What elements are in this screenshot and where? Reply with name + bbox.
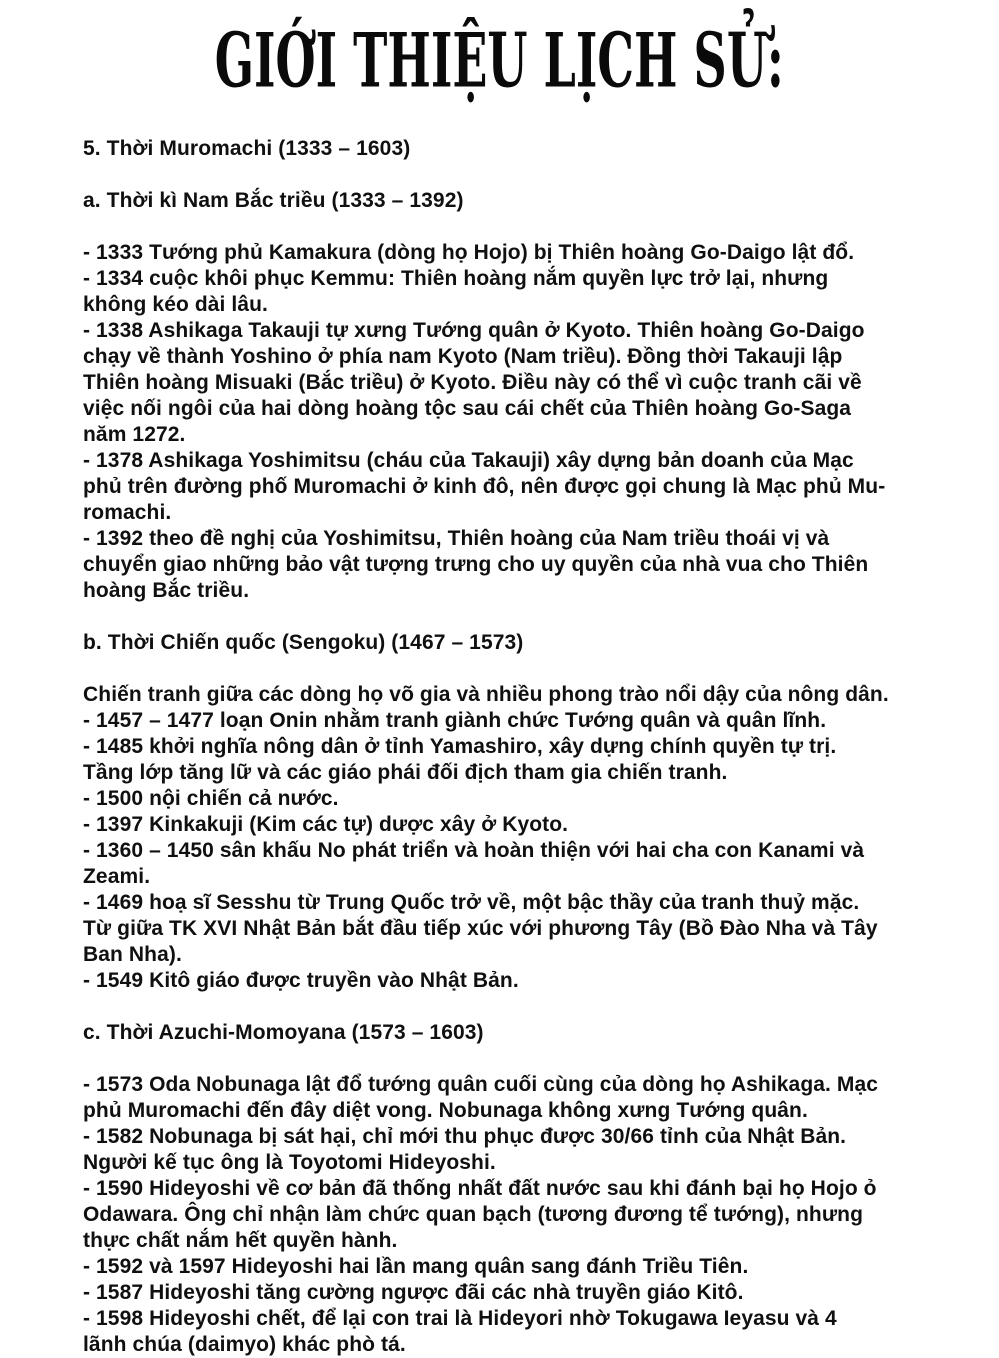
text-line: - 1378 Ashikaga Yoshimitsu (cháu của Takauji) xây dựng bản doanh của Mạc xyxy=(83,449,854,472)
text-line: romachi. xyxy=(83,501,172,524)
text-line: - 1457 – 1477 loạn Onin nhằm tranh giành chức Tướng quân và quân lĩnh. xyxy=(83,709,827,732)
text-line: - 1485 khởi nghĩa nông dân ở tỉnh Yamashiro, xây dựng chính quyền tự trị. xyxy=(83,735,837,758)
text-line: thực chất nắm hết quyền hành. xyxy=(83,1229,398,1252)
text-line: chuyển giao những bảo vật tượng trưng cho uy quyền của nhà vua cho Thiên xyxy=(83,553,869,576)
document-header xyxy=(0,0,999,128)
text-line: Zeami. xyxy=(83,865,151,888)
text-line: - 1333 Tướng phủ Kamakura (dòng họ Hojo) bị Thiên hoàng Go-Daigo lật đổ. xyxy=(83,241,855,264)
text-line: - 1469 hoạ sĩ Sesshu từ Trung Quốc trở về, một bậc thầy của tranh thuỷ mặc. xyxy=(83,891,860,914)
text-line: - 1360 – 1450 sân khấu No phát triển và hoàn thiện với hai cha con Kanami và xyxy=(83,839,865,862)
text-line: - 1500 nội chiến cả nước. xyxy=(83,787,339,810)
section-heading: c. Thời Azuchi-Momoyana (1573 – 1603) xyxy=(83,1021,484,1044)
text-line: - 1598 Hideyoshi chết, để lại con trai là Hideyori nhờ Tokugawa Ieyasu và 4 xyxy=(83,1307,837,1330)
text-line: việc nối ngôi của hai dòng hoàng tộc sau cái chết của Thiên hoàng Go-Saga xyxy=(83,397,852,420)
text-line: phủ trên đường phố Muromachi ở kinh đô, nên được gọi chung là Mạc phủ Mu- xyxy=(83,475,886,498)
text-line: - 1590 Hideyoshi về cơ bản đã thống nhất đất nước sau khi đánh bại họ Hojo ỏ xyxy=(83,1177,877,1200)
section-heading: a. Thời kì Nam Bắc triều (1333 – 1392) xyxy=(83,189,464,212)
text-line: - 1587 Hideyoshi tăng cường ngược đãi các nhà truyền giáo Kitô. xyxy=(83,1281,744,1304)
text-line: - 1397 Kinkakuji (Kim các tự) dược xây ở Kyoto. xyxy=(83,813,569,836)
text-line: lãnh chúa (daimyo) khác phò tá. xyxy=(83,1333,406,1356)
text-line: - 1582 Nobunaga bị sát hại, chỉ mới thu phục được 30/66 tỉnh của Nhật Bản. xyxy=(83,1125,847,1148)
text-line: Thiên hoàng Misuaki (Bắc triều) ở Kyoto. Điều này có thể vì cuộc tranh cãi về xyxy=(83,371,862,394)
text-line: không kéo dài lâu. xyxy=(83,293,268,316)
document-title: GIỚI THIỆU LỊCH SỬ: xyxy=(214,16,785,105)
text-line: Chiến tranh giữa các dòng họ võ gia và nhiều phong trào nổi dậy của nông dân. xyxy=(83,683,889,706)
text-line: - 1392 theo đề nghị của Yoshimitsu, Thiên hoàng của Nam triều thoái vị và xyxy=(83,527,830,550)
text-line: hoàng Bắc triều. xyxy=(83,579,250,602)
text-line: - 1549 Kitô giáo được truyền vào Nhật Bản. xyxy=(83,969,519,992)
text-line: - 1573 Oda Nobunaga lật đổ tướng quân cuối cùng của dòng họ Ashikaga. Mạc xyxy=(83,1073,879,1096)
text-line: Odawara. Ông chỉ nhận làm chức quan bạch (tương đương tể tướng), nhưng xyxy=(83,1203,864,1226)
text-line: Ban Nha). xyxy=(83,943,182,966)
document-body xyxy=(0,128,999,1358)
section-heading: 5. Thời Muromachi (1333 – 1603) xyxy=(83,137,411,160)
text-line: phủ Muromachi đến đây diệt vong. Nobunaga không xưng Tướng quân. xyxy=(83,1099,808,1122)
text-line: năm 1272. xyxy=(83,423,186,446)
text-line: - 1334 cuộc khôi phục Kemmu: Thiên hoàng nắm quyền lực trở lại, nhưng xyxy=(83,267,829,290)
text-line: - 1592 và 1597 Hideyoshi hai lần mang quân sang đánh Triều Tiên. xyxy=(83,1255,749,1278)
text-line: Tầng lớp tăng lữ và các giáo phái đối địch tham gia chiến tranh. xyxy=(83,761,728,784)
text-line: Từ giữa TK XVI Nhật Bản bắt đầu tiếp xúc với phương Tây (Bồ Đào Nha và Tây xyxy=(83,917,878,940)
text-line: chạy về thành Yoshino ở phía nam Kyoto (Nam triều). Đồng thời Takauji lập xyxy=(83,345,843,368)
section-heading: b. Thời Chiến quốc (Sengoku) (1467 – 1573) xyxy=(83,631,524,654)
text-line: - 1338 Ashikaga Takauji tự xưng Tướng quân ở Kyoto. Thiên hoàng Go-Daigo xyxy=(83,319,865,342)
text-line: Người kế tục ông là Toyotomi Hideyoshi. xyxy=(83,1151,496,1174)
